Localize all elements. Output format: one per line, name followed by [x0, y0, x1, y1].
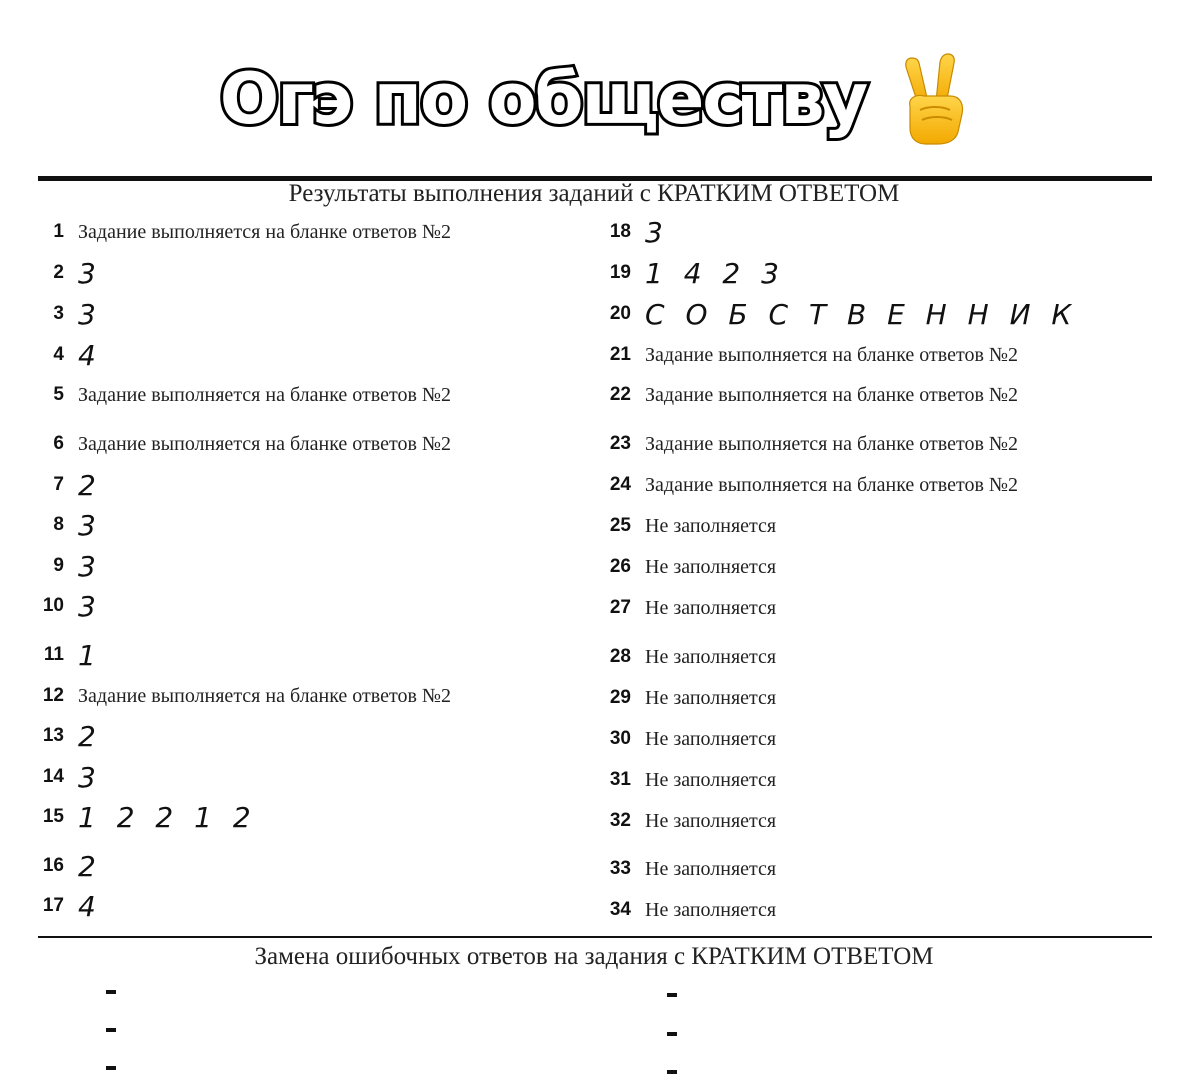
- left-answer-row: [37, 469, 96, 501]
- right-answer-row: [604, 379, 1018, 411]
- handwritten-answer: 3: [645, 215, 663, 249]
- left-answer-row: [37, 298, 96, 330]
- handwritten-answer: 1 4 2 3: [645, 256, 785, 290]
- printed-answer: Не заполняется: [645, 645, 777, 668]
- replacement-dash: [106, 990, 116, 994]
- task-number: 21: [609, 344, 631, 365]
- task-number: 12: [42, 685, 64, 706]
- replacement-title: Замена ошибочных ответов на задания с КРАТКИМ ОТВЕТОМ: [254, 943, 934, 970]
- task-number: 5: [53, 384, 64, 405]
- replacement-dash: [106, 1066, 116, 1070]
- right-answer-row: [604, 894, 776, 926]
- right-answer-row: [604, 641, 776, 673]
- printed-answer: Не заполняется: [645, 857, 777, 880]
- task-number: 31: [609, 769, 631, 790]
- right-answer-row: [604, 510, 776, 542]
- left-answer-row: [37, 428, 451, 460]
- task-number: 10: [42, 595, 64, 616]
- printed-answer: Не заполняется: [645, 596, 777, 619]
- left-answer-row: [37, 550, 96, 582]
- task-number: 28: [609, 646, 631, 667]
- task-number: 13: [42, 725, 64, 746]
- left-answer-row: [37, 761, 96, 793]
- task-number: 33: [609, 858, 631, 879]
- left-answer-row: [37, 216, 451, 248]
- handwritten-answer: 1 2 2 1 2: [78, 800, 257, 834]
- left-answer-row: [37, 801, 257, 833]
- handwritten-answer: 4: [78, 889, 96, 923]
- task-number: 22: [609, 384, 631, 405]
- task-number: 19: [609, 262, 631, 283]
- printed-answer: Задание выполняется на бланке ответов №2: [645, 432, 1018, 455]
- left-answer-row: [37, 720, 96, 752]
- right-answer-row: [604, 469, 1018, 501]
- task-number: 3: [53, 303, 64, 324]
- task-number: 34: [609, 899, 631, 920]
- left-answer-row: [37, 339, 96, 371]
- task-number: 20: [609, 303, 631, 324]
- printed-answer: Не заполняется: [645, 768, 777, 791]
- bottom-divider: [38, 936, 1152, 938]
- printed-answer: Задание выполняется на бланке ответов №2: [645, 383, 1018, 406]
- right-answer-row: [604, 339, 1018, 371]
- printed-answer: Задание выполняется на бланке ответов №2: [645, 343, 1018, 366]
- printed-answer: Не заполняется: [645, 898, 777, 921]
- task-number: 30: [609, 728, 631, 749]
- printed-answer: Задание выполняется на бланке ответов №2: [78, 684, 451, 707]
- task-number: 16: [42, 855, 64, 876]
- task-number: 32: [609, 810, 631, 831]
- handwritten-answer: 3: [78, 549, 96, 583]
- task-number: 15: [42, 806, 64, 827]
- handwritten-answer: 2: [78, 719, 96, 753]
- printed-answer: Задание выполняется на бланке ответов №2: [78, 383, 451, 406]
- section-title: Результаты выполнения заданий с КРАТКИМ ОТВЕТОМ: [288, 180, 900, 207]
- task-number: 14: [42, 766, 64, 787]
- right-answer-row: [604, 257, 785, 289]
- left-answer-row: [37, 590, 96, 622]
- right-answer-row: [604, 723, 776, 755]
- task-number: 4: [53, 344, 64, 365]
- right-answer-row: [604, 428, 1018, 460]
- handwritten-answer: 4: [78, 338, 96, 372]
- replacement-dash: [667, 993, 677, 997]
- task-number: 29: [609, 687, 631, 708]
- handwritten-answer: 2: [78, 849, 96, 883]
- left-answer-row: [37, 680, 451, 712]
- handwritten-answer: 2: [78, 468, 96, 502]
- task-number: 11: [43, 644, 64, 665]
- task-number: 9: [53, 555, 64, 576]
- right-answer-row: [604, 805, 776, 837]
- task-number: 17: [42, 895, 64, 916]
- left-answer-row: [37, 509, 96, 541]
- right-answer-row: [604, 298, 1077, 330]
- right-answer-row: [604, 551, 776, 583]
- task-number: 7: [53, 474, 64, 495]
- page-title: Огэ по обществу: [219, 58, 867, 140]
- task-number: 8: [53, 514, 64, 535]
- right-answer-row: [604, 682, 776, 714]
- right-answer-row: [604, 592, 776, 624]
- replacement-dash: [667, 1070, 677, 1074]
- left-answer-row: [37, 890, 96, 922]
- left-answer-row: [37, 850, 96, 882]
- task-number: 1: [53, 221, 64, 242]
- replacement-dash: [106, 1028, 116, 1032]
- left-answer-row: [37, 639, 96, 671]
- printed-answer: Не заполняется: [645, 727, 777, 750]
- right-answer-row: [604, 216, 663, 248]
- right-answer-row: [604, 853, 776, 885]
- page-header: [0, 52, 1188, 146]
- printed-answer: Не заполняется: [645, 686, 777, 709]
- handwritten-answer: 3: [78, 508, 96, 542]
- task-number: 2: [53, 262, 64, 283]
- printed-answer: Задание выполняется на бланке ответов №2: [78, 432, 451, 455]
- task-number: 23: [609, 433, 631, 454]
- right-answer-row: [604, 764, 776, 796]
- handwritten-answer: 3: [78, 256, 96, 290]
- victory-hand-icon: [898, 52, 968, 146]
- printed-answer: Не заполняется: [645, 555, 777, 578]
- handwritten-answer: 1: [78, 638, 96, 672]
- left-answer-row: [37, 379, 451, 411]
- printed-answer: Не заполняется: [645, 809, 777, 832]
- handwritten-answer: 3: [78, 297, 96, 331]
- task-number: 25: [609, 515, 631, 536]
- task-number: 27: [609, 597, 631, 618]
- handwritten-answer: С О Б С Т В Е Н Н И К: [645, 297, 1078, 331]
- task-number: 26: [609, 556, 631, 577]
- handwritten-answer: 3: [78, 760, 96, 794]
- task-number: 24: [609, 474, 631, 495]
- task-number: 18: [609, 221, 631, 242]
- handwritten-answer: 3: [78, 589, 96, 623]
- printed-answer: Задание выполняется на бланке ответов №2: [645, 473, 1018, 496]
- printed-answer: Не заполняется: [645, 514, 777, 537]
- printed-answer: Задание выполняется на бланке ответов №2: [78, 220, 451, 243]
- left-answer-row: [37, 257, 96, 289]
- replacement-dash: [667, 1032, 677, 1036]
- task-number: 6: [53, 433, 64, 454]
